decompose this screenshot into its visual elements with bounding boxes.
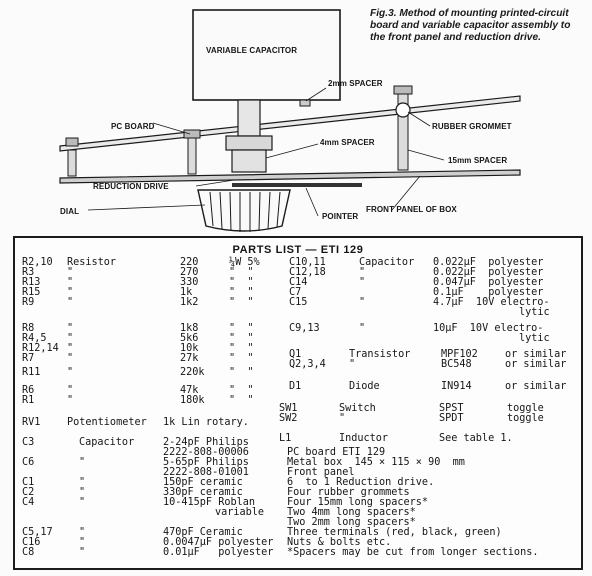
resistor-rating: " " — [229, 323, 254, 334]
capacitor-value: 4.7µF 10V electro- — [433, 297, 550, 308]
resistor-ref: R15 — [22, 287, 41, 298]
capacitor-type: " — [79, 547, 86, 558]
resistor-type: " — [67, 395, 74, 406]
semi-note: or similar — [505, 349, 567, 360]
capacitor-type: " — [359, 323, 366, 334]
resistor-type: " — [67, 277, 74, 288]
misc-item: Four 15mm long spacers* — [287, 497, 429, 508]
rv1-value: 1k Lin rotary. — [163, 417, 249, 428]
capacitor-value: 10-415pF Roblan — [163, 497, 256, 508]
figure-caption: Fig.3. Method of mounting printed-circuit board and variable capacitor assembly to the front panel and reduction drive. — [370, 8, 571, 44]
resistor-type: " — [67, 385, 74, 396]
semi-note: or similar — [505, 381, 567, 392]
center-left-spacer — [188, 138, 196, 174]
resistor-value: 1k2 — [180, 297, 199, 308]
label-dial: DIAL — [60, 207, 80, 216]
pointer-shape — [232, 183, 362, 187]
capacitor-type: " — [79, 537, 86, 548]
switch-type: Switch — [339, 403, 376, 414]
misc-item: Four rubber grommets — [287, 487, 410, 498]
capacitor-value: 0.01µF polyester — [163, 547, 274, 558]
mounting-diagram — [0, 0, 592, 240]
capacitor-value: 2222-808-01001 — [163, 467, 249, 478]
switch-value: SPST — [439, 403, 464, 414]
label-pc-board: PC BOARD — [111, 122, 155, 131]
capacitor-type: " — [359, 267, 366, 278]
capacitor-type: " — [79, 477, 86, 488]
semi-ref: D1 — [289, 381, 302, 392]
capacitor-type: " — [79, 487, 86, 498]
capacitor-value: lytic — [519, 333, 550, 344]
misc-item: *Spacers may be cut from longer sections. — [287, 547, 539, 558]
resistor-ref: R8 — [22, 323, 35, 334]
capacitor-value: 0.0047µF polyester — [163, 537, 274, 548]
resistor-type: " — [67, 267, 74, 278]
capacitor-value: lytic — [519, 307, 550, 318]
resistor-rating: " " — [229, 333, 254, 344]
resistor-ref: R4,5 — [22, 333, 47, 344]
switch-value: SPDT — [439, 413, 464, 424]
resistor-rating: " " — [229, 385, 254, 396]
resistor-rating: " " — [229, 297, 254, 308]
capacitor-type: " — [359, 297, 366, 308]
capacitor-ref: C1 — [22, 477, 35, 488]
misc-item: Metal box 145 × 115 × 90 mm — [287, 457, 465, 468]
capacitor-value: 150pF ceramic — [163, 477, 243, 488]
switch-ref: SW1 — [279, 403, 298, 414]
resistor-rating: ¼W 5% — [229, 257, 260, 268]
semi-type: " — [349, 359, 356, 370]
resistor-ref: R3 — [22, 267, 35, 278]
resistor-type: " — [67, 343, 74, 354]
switch-ref: SW2 — [279, 413, 298, 424]
resistor-type: " — [67, 333, 74, 344]
resistor-rating: " " — [229, 353, 254, 364]
label-rubber-grommet: RUBBER GROMMET — [432, 122, 512, 131]
capacitor-ref: C4 — [22, 497, 35, 508]
switch-note: toggle — [507, 413, 544, 424]
l1-type: Inductor — [339, 433, 389, 444]
capacitor-ref: C14 — [289, 277, 308, 288]
resistor-ref: R9 — [22, 297, 35, 308]
capacitor-ref: C12,18 — [289, 267, 326, 278]
resistor-value: 1k — [180, 287, 193, 298]
semi-type: Transistor — [349, 349, 411, 360]
capacitor-ref: C3 — [22, 437, 35, 448]
resistor-type: Resistor — [67, 257, 117, 268]
left-nut — [66, 138, 78, 146]
resistor-value: 27k — [180, 353, 199, 364]
capacitor-type: " — [79, 457, 86, 468]
capacitor-shaft — [238, 100, 260, 136]
capacitor-value: 0.022µF polyester — [433, 257, 544, 268]
parts-list-title: PARTS LIST — ETI 129 — [232, 244, 364, 256]
resistor-ref: R13 — [22, 277, 41, 288]
resistor-rating: " " — [229, 277, 254, 288]
reduction-drive-body — [232, 150, 266, 172]
resistor-type: " — [67, 297, 74, 308]
capacitor-value: 0.022µF polyester — [433, 267, 544, 278]
semi-type: Diode — [349, 381, 380, 392]
capacitor-value: 330pF ceramic — [163, 487, 243, 498]
capacitor-value: 0.047µF polyester — [433, 277, 544, 288]
label-2mm-spacer: 2mm SPACER — [328, 79, 383, 88]
rv1-type: Potentiometer — [67, 417, 147, 428]
resistor-value: 220 — [180, 257, 199, 268]
capacitor-type: " — [79, 527, 86, 538]
resistor-value: 47k — [180, 385, 199, 396]
capacitor-value: 0.1µF polyester — [433, 287, 544, 298]
l1-value: See table 1. — [439, 433, 513, 444]
resistor-rating: " " — [229, 343, 254, 354]
semi-value: BC548 — [441, 359, 472, 370]
misc-item: PC board ETI 129 — [287, 447, 386, 458]
semi-ref: Q2,3,4 — [289, 359, 326, 370]
resistor-value: 330 — [180, 277, 199, 288]
label-reduction-drive: REDUCTION DRIVE — [93, 182, 169, 191]
l1-ref: L1 — [279, 433, 292, 444]
semi-value: MPF102 — [441, 349, 478, 360]
left-spacer-15mm — [68, 150, 76, 176]
rubber-grommet-shape — [396, 103, 410, 117]
capacitor-type: " — [359, 277, 366, 288]
capacitor-type: " — [79, 497, 86, 508]
capacitor-value: 470pF Ceramic — [163, 527, 243, 538]
variable-capacitor-body — [193, 10, 340, 100]
misc-item: Front panel — [287, 467, 355, 478]
center-left-nut — [184, 130, 200, 138]
capacitor-value: 10µF 10V electro- — [433, 323, 544, 334]
spacer-2mm — [300, 100, 310, 106]
resistor-ref: R11 — [22, 367, 41, 378]
misc-item: 6 to 1 Reduction drive. — [287, 477, 435, 488]
semi-note: or similar — [505, 359, 567, 370]
resistor-ref: R7 — [22, 353, 35, 364]
right-nut — [394, 86, 412, 94]
label-front-panel: FRONT PANEL OF BOX — [366, 205, 457, 214]
resistor-value: 220k — [180, 367, 205, 378]
capacitor-ref: C5,17 — [22, 527, 53, 538]
resistor-rating: " " — [229, 267, 254, 278]
resistor-ref: R6 — [22, 385, 35, 396]
resistor-type: " — [67, 287, 74, 298]
shaft-coupling — [226, 136, 272, 150]
label-pointer: POINTER — [322, 212, 359, 221]
capacitor-type: Capacitor — [79, 437, 135, 448]
label-variable-capacitor: VARIABLE CAPACITOR — [206, 46, 298, 55]
switch-note: toggle — [507, 403, 544, 414]
parts-list-box — [13, 236, 583, 570]
rv1-ref: RV1 — [22, 417, 41, 428]
resistor-value: 5k6 — [180, 333, 199, 344]
resistor-ref: R12,14 — [22, 343, 59, 354]
semi-value: IN914 — [441, 381, 472, 392]
capacitor-ref: C6 — [22, 457, 35, 468]
resistor-type: " — [67, 353, 74, 364]
resistor-rating: " " — [229, 395, 254, 406]
capacitor-value: 2-24pF Philips — [163, 437, 249, 448]
capacitor-ref: C9,13 — [289, 323, 320, 334]
resistor-value: 10k — [180, 343, 199, 354]
semi-ref: Q1 — [289, 349, 302, 360]
capacitor-value: 5-65pF Philips — [163, 457, 249, 468]
capacitor-ref: C10,11 — [289, 257, 326, 268]
capacitor-value: 2222-808-00006 — [163, 447, 249, 458]
misc-item: Two 2mm long spacers* — [287, 517, 416, 528]
resistor-rating: " " — [229, 367, 254, 378]
misc-item: Three terminals (red, black, green) — [287, 527, 502, 538]
label-15mm-spacer: 15mm SPACER — [448, 156, 508, 165]
resistor-type: " — [67, 367, 74, 378]
resistor-ref: R1 — [22, 395, 35, 406]
resistor-value: 180k — [180, 395, 205, 406]
label-4mm-spacer: 4mm SPACER — [320, 138, 375, 147]
resistor-ref: R2,10 — [22, 257, 53, 268]
capacitor-value: variable — [215, 507, 265, 518]
capacitor-type: Capacitor — [359, 257, 415, 268]
capacitor-ref: C2 — [22, 487, 35, 498]
resistor-type: " — [67, 323, 74, 334]
capacitor-ref: C16 — [22, 537, 41, 548]
misc-item: Nuts & bolts etc. — [287, 537, 392, 548]
switch-type: " — [339, 413, 346, 424]
misc-item: Two 4mm long spacers* — [287, 507, 416, 518]
resistor-value: 1k8 — [180, 323, 199, 334]
capacitor-ref: C7 — [289, 287, 302, 298]
resistor-value: 270 — [180, 267, 199, 278]
resistor-rating: " " — [229, 287, 254, 298]
capacitor-ref: C8 — [22, 547, 35, 558]
capacitor-ref: C15 — [289, 297, 308, 308]
